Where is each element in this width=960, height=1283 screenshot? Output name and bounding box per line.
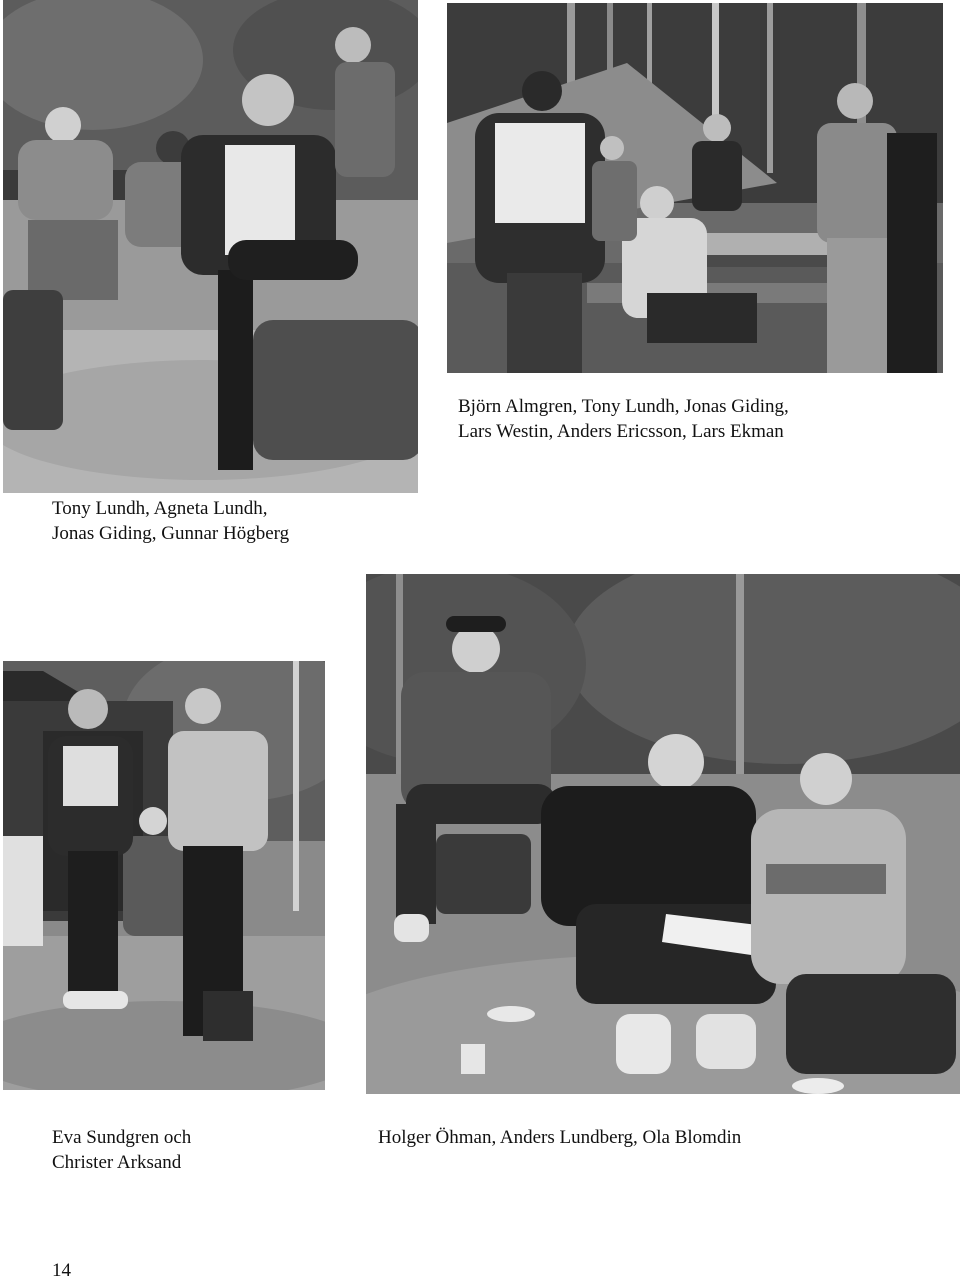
caption-line: Lars Westin, Anders Ericsson, Lars Ekman: [458, 421, 784, 442]
caption-line: Christer Arksand: [52, 1152, 182, 1173]
caption-line: Holger Öhman, Anders Lundberg, Ola Blomdin: [378, 1127, 742, 1148]
caption-photo-1: [52, 496, 289, 546]
caption-photo-2: [458, 394, 789, 444]
caption-line: Tony Lundh, Agneta Lundh,: [52, 498, 268, 519]
caption-line: Björn Almgren, Tony Lundh, Jonas Giding,: [458, 396, 789, 417]
page-number: 14: [52, 1260, 71, 1281]
photo-eva-christer: [3, 661, 325, 1090]
photo-picnic-table-group: [447, 3, 943, 373]
caption-photo-4: [378, 1125, 741, 1150]
caption-line: Jonas Giding, Gunnar Högberg: [52, 523, 290, 544]
caption-line: Eva Sundgren och: [52, 1127, 192, 1148]
caption-photo-3: [52, 1125, 191, 1175]
photo-holger-anders-ola: [366, 574, 960, 1094]
photo-tony-agneta-jonas-gunnar: [3, 0, 418, 493]
